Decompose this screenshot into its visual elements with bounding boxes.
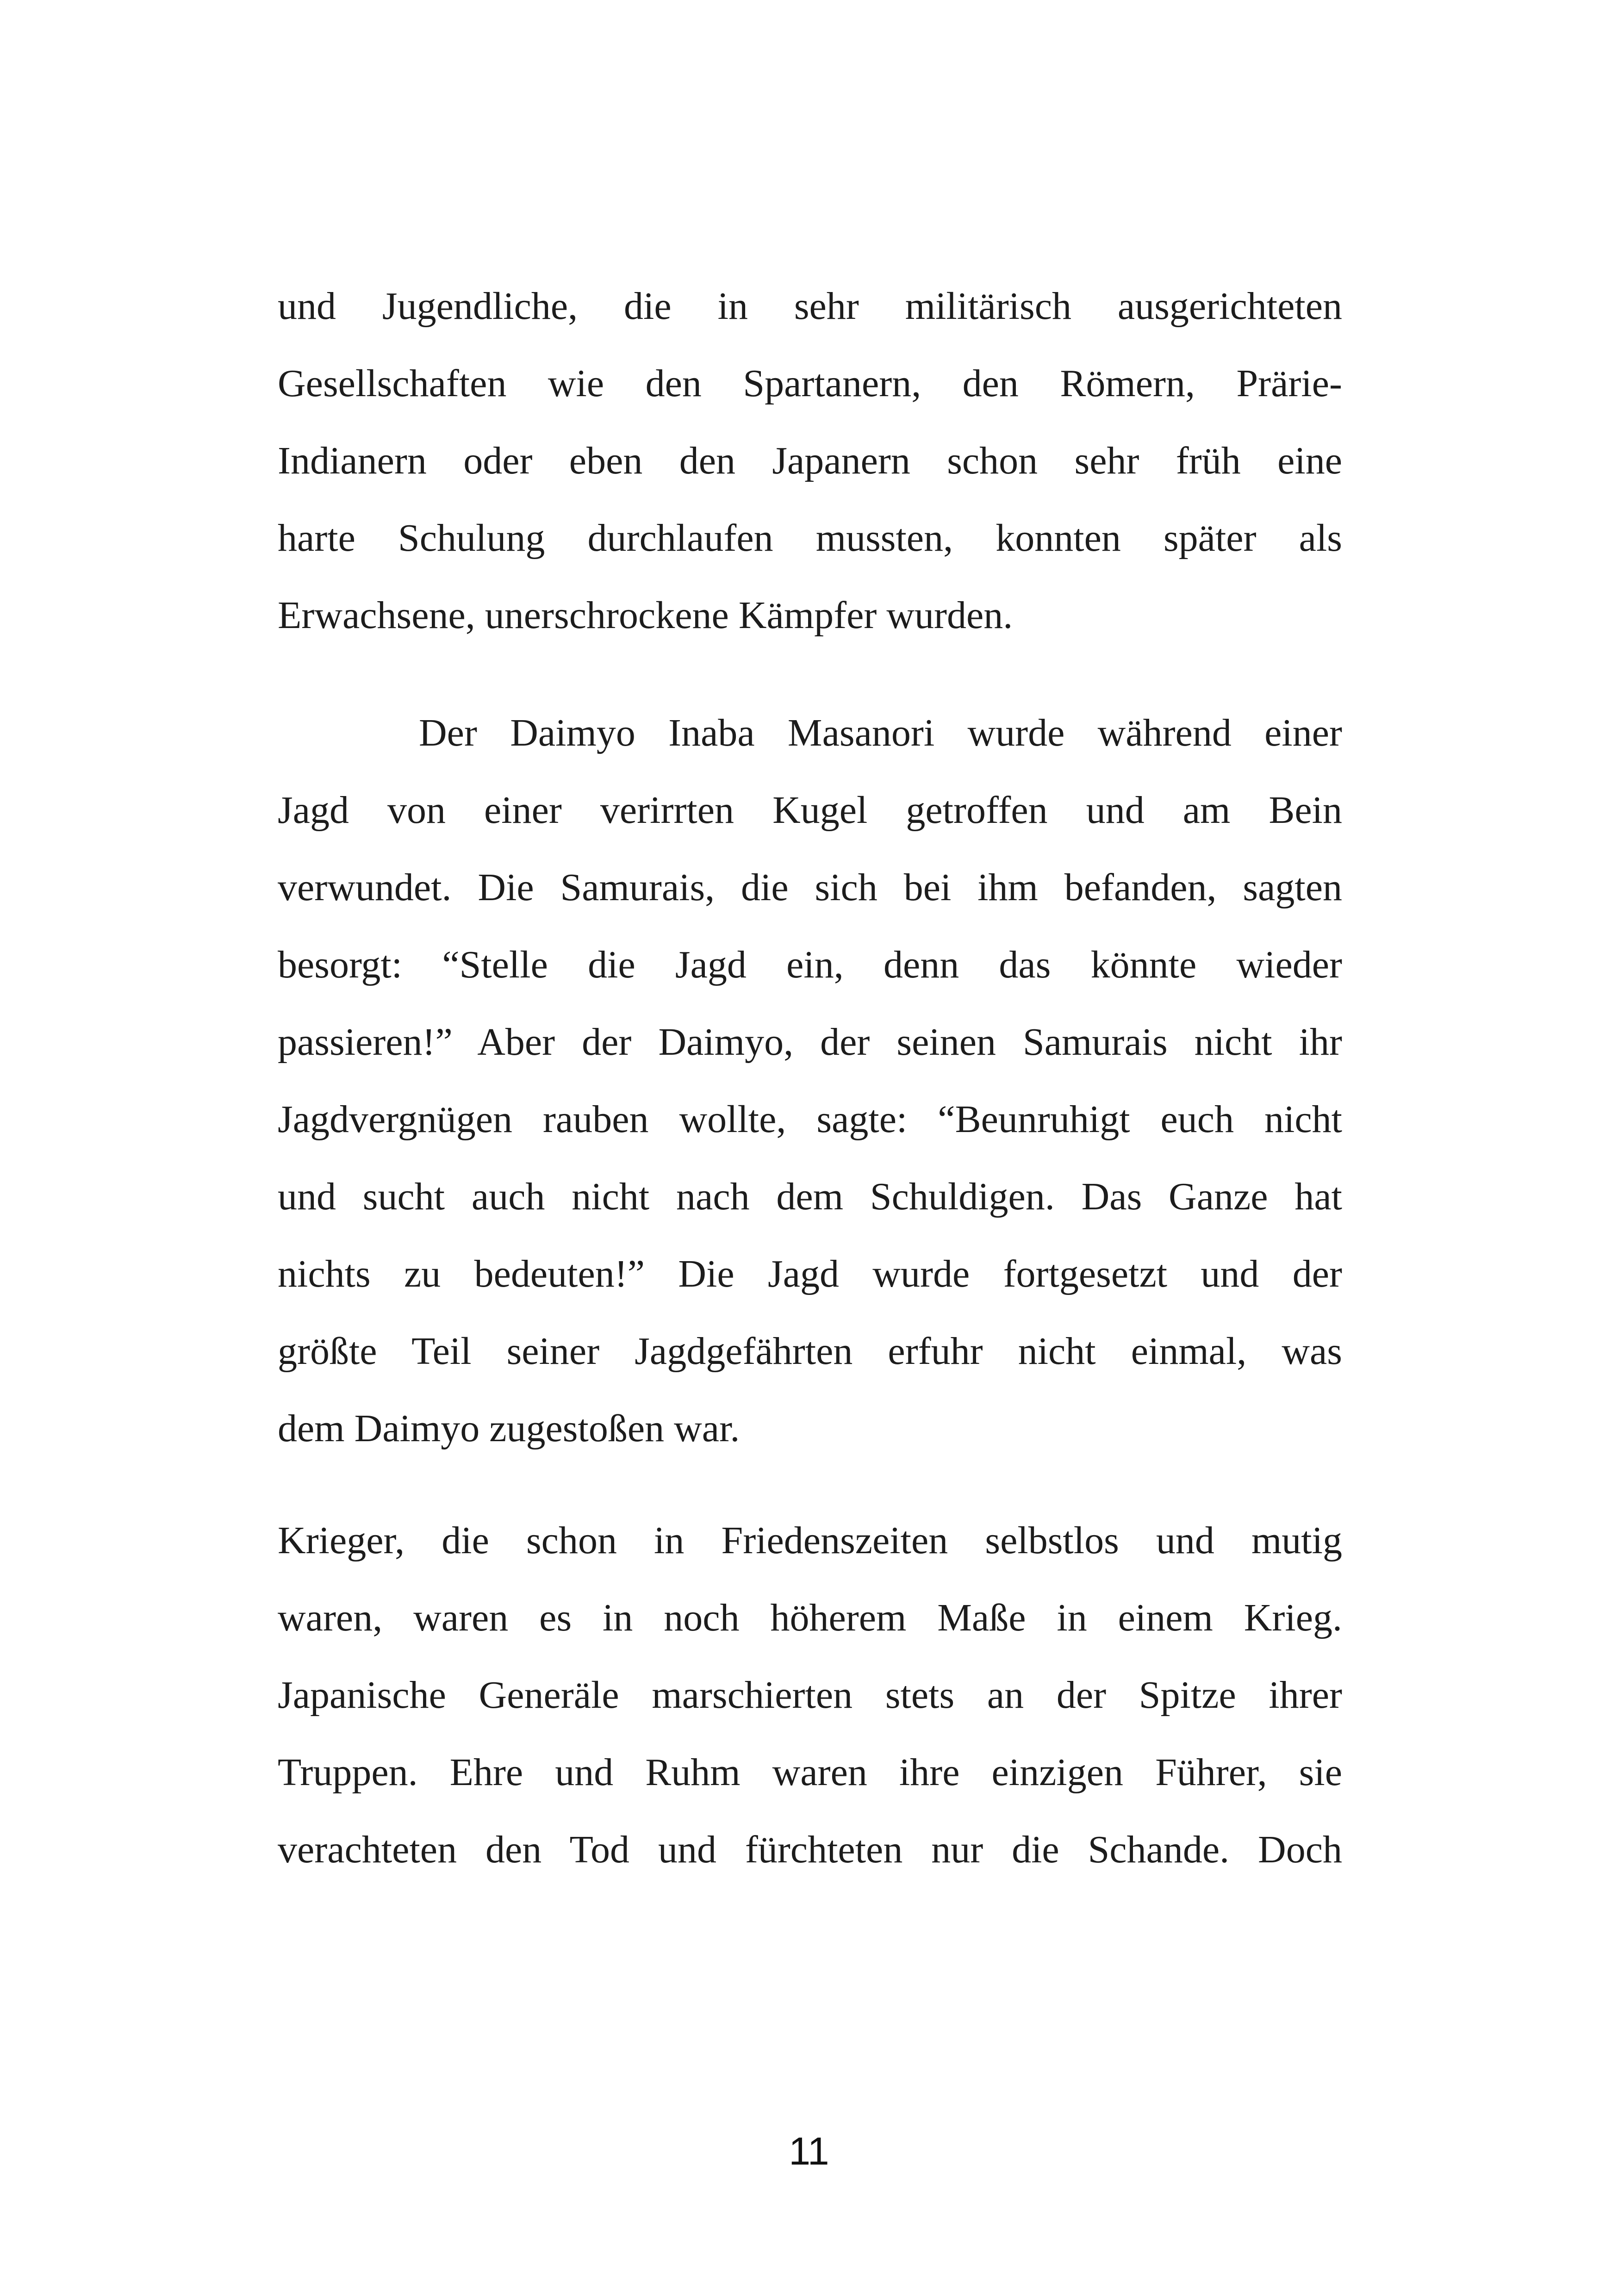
text-line: und Jugendliche, die in sehr militärisch ausgerichteten xyxy=(278,285,1342,328)
text-line: verachteten den Tod und fürchteten nur die Schande. Doch xyxy=(278,1828,1342,1871)
paragraph-2 xyxy=(278,694,1342,1467)
text-line: verwundet. Die Samurais, die sich bei ihm befanden, sagten xyxy=(278,866,1342,909)
paragraph-3 xyxy=(278,1502,1342,1888)
text-line: Japanische Generäle marschierten stets an der Spitze ihrer xyxy=(278,1674,1342,1717)
text-line: Gesellschaften wie den Spartanern, den Römern, Prärie- xyxy=(278,362,1342,405)
text-line: besorgt: “Stelle die Jagd ein, denn das könnte wieder xyxy=(278,943,1342,986)
text-line: Indianern oder eben den Japanern schon sehr früh eine xyxy=(278,439,1342,482)
text-line: Erwachsene, unerschrockene Kämpfer wurden. xyxy=(278,594,1013,637)
paragraph-1 xyxy=(278,268,1342,654)
text-line: harte Schulung durchlaufen mussten, konnten später als xyxy=(278,516,1342,560)
text-line: und sucht auch nicht nach dem Schuldigen. Das Ganze hat xyxy=(278,1175,1342,1218)
text-line: Truppen. Ehre und Ruhm waren ihre einzigen Führer, sie xyxy=(278,1751,1342,1794)
text-line: Jagd von einer verirrten Kugel getroffen und am Bein xyxy=(278,789,1342,832)
text-line: größte Teil seiner Jagdgefährten erfuhr nicht einmal, was xyxy=(278,1330,1342,1373)
text-line: nichts zu bedeuten!” Die Jagd wurde fortgesetzt und der xyxy=(278,1252,1342,1295)
text-line: Der Daimyo Inaba Masanori wurde während einer xyxy=(419,711,1342,754)
page-number: 11 xyxy=(789,2129,829,2173)
text-line: Jagdvergnügen rauben wollte, sagte: “Beunruhigt euch nicht xyxy=(278,1098,1342,1141)
text-line: waren, waren es in noch höherem Maße in einem Krieg. xyxy=(278,1596,1342,1639)
text-line: dem Daimyo zugestoßen war. xyxy=(278,1407,740,1450)
text-line: Krieger, die schon in Friedenszeiten selbstlos und mutig xyxy=(278,1519,1342,1562)
text-line: passieren!” Aber der Daimyo, der seinen Samurais nicht ihr xyxy=(278,1020,1342,1064)
